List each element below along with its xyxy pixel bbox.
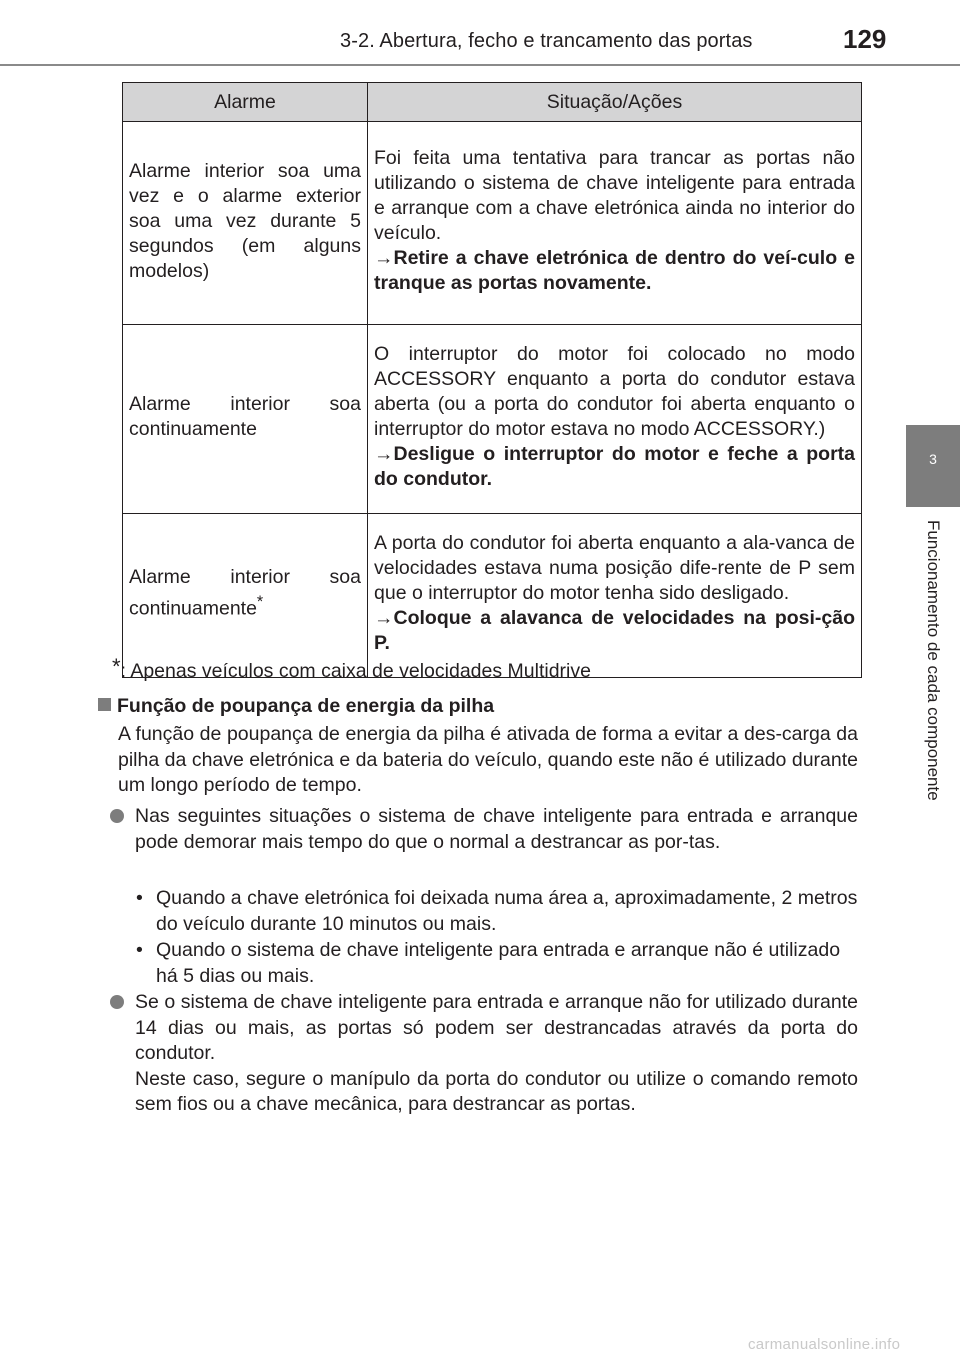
- footnote-text: : Apenas veículos com caixa de velocidades Multidrive: [120, 660, 591, 682]
- situation-cell: [368, 514, 862, 678]
- situation-text: O interruptor do motor foi colocado no modo ACCESSORY enquanto a porta do condutor estava aberta (ou a porta do condutor foi aberta enquanto o interruptor do motor estava no modo ACCESSORY.): [374, 343, 855, 440]
- sub-bullet-item: [136, 886, 858, 937]
- circle-bullet-icon: [110, 995, 124, 1009]
- situation-cell: [368, 325, 862, 514]
- table-row: [123, 122, 862, 325]
- table-header-alarm: Alarme: [123, 83, 368, 122]
- arrow-icon: →: [374, 443, 394, 465]
- sub-bullet-text: Quando o sistema de chave inteligente para entrada e arranque não é utilizado há 5 dias ou mais.: [156, 939, 841, 987]
- page-number: 129: [843, 24, 887, 54]
- situation-text: A porta do condutor foi aberta enquanto a ala-vanca de velocidades estava numa posição dife-rente de P sem que o interruptor do motor tenha sido desligado.: [374, 532, 855, 604]
- footnote-star: *: [112, 654, 121, 679]
- situation-text: Foi feita uma tentativa para trancar as portas não utilizando o sistema de chave inteligente para entrada e arranque com a chave eletrónica ainda no interior do veículo.: [374, 147, 855, 244]
- chapter-label: Funcionamento de cada componente: [924, 520, 943, 801]
- table-header-situation: Situação/Ações: [368, 83, 862, 122]
- table-header-row: [123, 83, 862, 122]
- chapter-tab: 3: [906, 425, 960, 507]
- alarm-cell: Alarme interior soa continuamente: [123, 325, 368, 514]
- action-label: Retire a chave eletrónica de dentro do veí-culo e tranque as portas novamente.: [374, 247, 855, 294]
- alarm-table: [122, 82, 862, 678]
- situation-cell: [368, 122, 862, 325]
- alarm-text: Alarme interior soa continuamente: [129, 566, 361, 620]
- section-heading-text: Função de poupança de energia da pilha: [117, 695, 495, 717]
- bullet-text: Nas seguintes situações o sistema de chave inteligente para entrada e arranque pode demorar mais tempo do que o normal a destrancar as por-tas.: [135, 805, 858, 853]
- bullet-continuation-text: Neste caso, segure o manípulo da porta do condutor ou utilize o comando remoto sem fios ou a chave mecânica, para destrancar as portas.: [135, 1067, 858, 1115]
- action-text: [374, 606, 855, 656]
- watermark: carmanualsonline.info: [748, 1336, 901, 1353]
- footnote-marker: *: [256, 593, 264, 612]
- circle-bullet-icon: [110, 809, 124, 823]
- header-rule: [0, 64, 960, 66]
- arrow-icon: →: [374, 247, 394, 269]
- section-intro: A função de poupança de energia da pilha é ativada de forma a evitar a des-carga da pilha da chave eletrónica e da bateria do veículo, quando este não é utilizado durante um longo período de tempo.: [118, 723, 858, 796]
- sub-bullet-item: [136, 938, 858, 989]
- section-heading: [98, 695, 494, 718]
- action-label: Coloque a alavanca de velocidades na posi-ção P.: [374, 607, 855, 654]
- alarm-cell: [123, 514, 368, 678]
- table-row: [123, 514, 862, 678]
- action-text: [374, 442, 855, 492]
- arrow-icon: →: [374, 607, 394, 629]
- square-bullet-icon: [98, 698, 111, 711]
- header-title: 3-2. Abertura, fecho e trancamento das portas: [340, 30, 753, 52]
- bullet-item: [110, 990, 858, 1118]
- action-label: Desligue o interruptor do motor e feche a porta do condutor.: [374, 443, 855, 490]
- footnote: [112, 654, 591, 683]
- dot-bullet-icon: •: [136, 887, 143, 909]
- alarm-cell: Alarme interior soa uma vez e o alarme exterior soa uma vez durante 5 segundos (em alguns modelos): [123, 122, 368, 325]
- table-row: [123, 325, 862, 514]
- action-text: [374, 246, 855, 296]
- bullet-text: Se o sistema de chave inteligente para entrada e arranque não for utilizado durante 14 dias ou mais, as portas só podem ser destrancadas através da porta do condutor.: [135, 991, 858, 1064]
- bullet-item: [110, 804, 858, 855]
- sub-bullet-text: Quando a chave eletrónica foi deixada numa área a, aproximadamente, 2 metros do veículo durante 10 minutos ou mais.: [156, 887, 858, 935]
- dot-bullet-icon: •: [136, 939, 143, 961]
